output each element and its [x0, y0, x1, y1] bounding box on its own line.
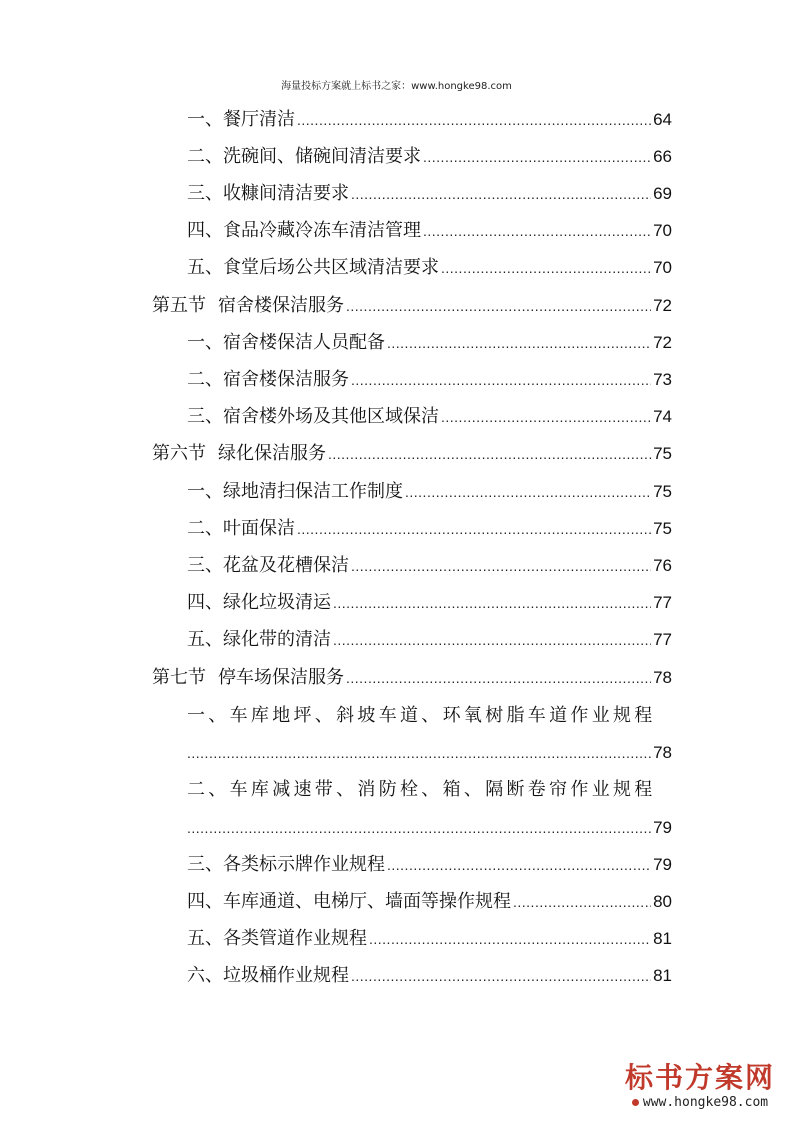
toc-entry[interactable]: [187, 516, 672, 542]
section-title: 宿舍楼保洁服务: [218, 295, 344, 316]
toc-entry-page: 75: [653, 482, 672, 501]
toc-section[interactable]: [152, 293, 672, 319]
toc-entry-page: 75: [653, 444, 672, 463]
toc-entry[interactable]: [187, 330, 672, 356]
toc-entry[interactable]: [187, 740, 672, 766]
dot-leader: [346, 665, 651, 691]
dot-leader: [351, 181, 651, 207]
toc-entry[interactable]: [187, 590, 672, 616]
toc-entry-page: 76: [653, 556, 672, 575]
toc-entry[interactable]: [187, 255, 672, 281]
dot-leader: [328, 441, 651, 467]
toc-entry-page: 79: [653, 855, 672, 874]
dot-leader: [187, 815, 651, 841]
toc-entry-page: 77: [653, 593, 672, 612]
toc-entry-page: 79: [653, 818, 672, 837]
dot-leader: [297, 107, 651, 133]
toc-entry-page: 66: [653, 147, 672, 166]
toc-entry-label[interactable]: 一、车库地坪、斜坡车道、环氧树脂车道作业规程: [187, 705, 656, 726]
toc-entry-page: 72: [653, 333, 672, 352]
dot-leader: [369, 926, 651, 952]
dot-leader: [387, 852, 651, 878]
toc-entry-page: 81: [653, 966, 672, 985]
watermark-url: www.hongke98.com: [642, 1095, 769, 1110]
toc-entry[interactable]: [187, 963, 672, 989]
toc-entry-page: 70: [653, 258, 672, 277]
toc-section[interactable]: [152, 665, 672, 691]
toc-entry-label: 四、车库通道、电梯厅、墙面等操作规程: [187, 891, 511, 912]
toc-entry[interactable]: [187, 627, 672, 653]
dot-leader: [423, 218, 651, 244]
toc-entry[interactable]: [187, 181, 672, 207]
toc-entry-label: 二、洗碗间、储碗间清洁要求: [187, 146, 421, 167]
toc-entry[interactable]: [187, 926, 672, 952]
toc-entry[interactable]: [187, 815, 672, 841]
dot-leader: [333, 627, 651, 653]
toc-entry-label: 五、各类管道作业规程: [187, 928, 367, 949]
toc-entry[interactable]: [187, 367, 672, 393]
toc-entry-label: 四、绿化垃圾清运: [187, 592, 331, 613]
toc-entry-page: 74: [653, 407, 672, 426]
section-title: 绿化保洁服务: [218, 443, 326, 464]
toc-entry-page: 72: [653, 296, 672, 315]
toc-entry-label: 六、垃圾桶作业规程: [187, 965, 349, 986]
section-title: 停车场保洁服务: [218, 667, 344, 688]
toc-entry-page: 77: [653, 630, 672, 649]
dot-icon: [632, 1099, 639, 1106]
dot-leader: [346, 293, 651, 319]
section-number: 第五节: [152, 295, 206, 316]
toc-entry-label: 二、宿舍楼保洁服务: [187, 369, 349, 390]
page-header: 海量投标方案就上标书之家：www.hongke98.com: [281, 81, 512, 92]
dot-leader: [387, 330, 651, 356]
toc-entry[interactable]: [187, 107, 672, 133]
toc-entry-page: 78: [653, 743, 672, 762]
toc-entry[interactable]: [187, 479, 672, 505]
dot-leader: [187, 740, 651, 766]
toc-entry-label: 三、收糠间清洁要求: [187, 183, 349, 204]
toc-entry[interactable]: [187, 218, 672, 244]
toc-entry-label: 一、宿舍楼保洁人员配备: [187, 332, 385, 353]
dot-leader: [333, 590, 651, 616]
dot-leader: [513, 889, 651, 915]
section-number: 第六节: [152, 443, 206, 464]
toc-entry-label: 二、叶面保洁: [187, 518, 295, 539]
toc-entry-page: 75: [653, 519, 672, 538]
dot-leader: [351, 367, 651, 393]
dot-leader: [423, 144, 651, 170]
toc-entry-label: 三、各类标示牌作业规程: [187, 854, 385, 875]
toc-entry-label: 四、食品冷藏冷冻车清洁管理: [187, 220, 421, 241]
toc-entry-page: 73: [653, 370, 672, 389]
toc-entry[interactable]: [187, 144, 672, 170]
toc-entry-label: 五、绿化带的清洁: [187, 629, 331, 650]
watermark-title: 标书方案网: [624, 1061, 775, 1094]
toc-entry-page: 64: [653, 110, 672, 129]
toc-entry-page: 78: [653, 668, 672, 687]
section-number: 第七节: [152, 667, 206, 688]
dot-leader: [351, 963, 651, 989]
toc-section[interactable]: [152, 441, 672, 467]
toc-entry-label: 一、绿地清扫保洁工作制度: [187, 481, 403, 502]
toc-entry-label: 三、宿舍楼外场及其他区域保洁: [187, 406, 439, 427]
dot-leader: [441, 404, 651, 430]
toc-entry-label: 一、餐厅清洁: [187, 109, 295, 130]
dot-leader: [405, 479, 651, 505]
toc-entry[interactable]: [187, 404, 672, 430]
toc-entry[interactable]: [187, 889, 672, 915]
toc-entry-label: 三、花盆及花槽保洁: [187, 555, 349, 576]
toc-entry[interactable]: [187, 852, 672, 878]
toc-entry-page: 80: [653, 892, 672, 911]
toc-entry-label[interactable]: 二、车库减速带、消防栓、箱、隔断卷帘作业规程: [187, 779, 656, 800]
toc-entry-label: 五、食堂后场公共区域清洁要求: [187, 257, 439, 278]
toc-entry-page: 81: [653, 929, 672, 948]
dot-leader: [441, 255, 651, 281]
dot-leader: [351, 553, 651, 579]
watermark-logo: [625, 1061, 775, 1110]
toc-entry[interactable]: [187, 553, 672, 579]
toc-entry-page: 70: [653, 221, 672, 240]
toc-entry-page: 69: [653, 184, 672, 203]
dot-leader: [297, 516, 651, 542]
